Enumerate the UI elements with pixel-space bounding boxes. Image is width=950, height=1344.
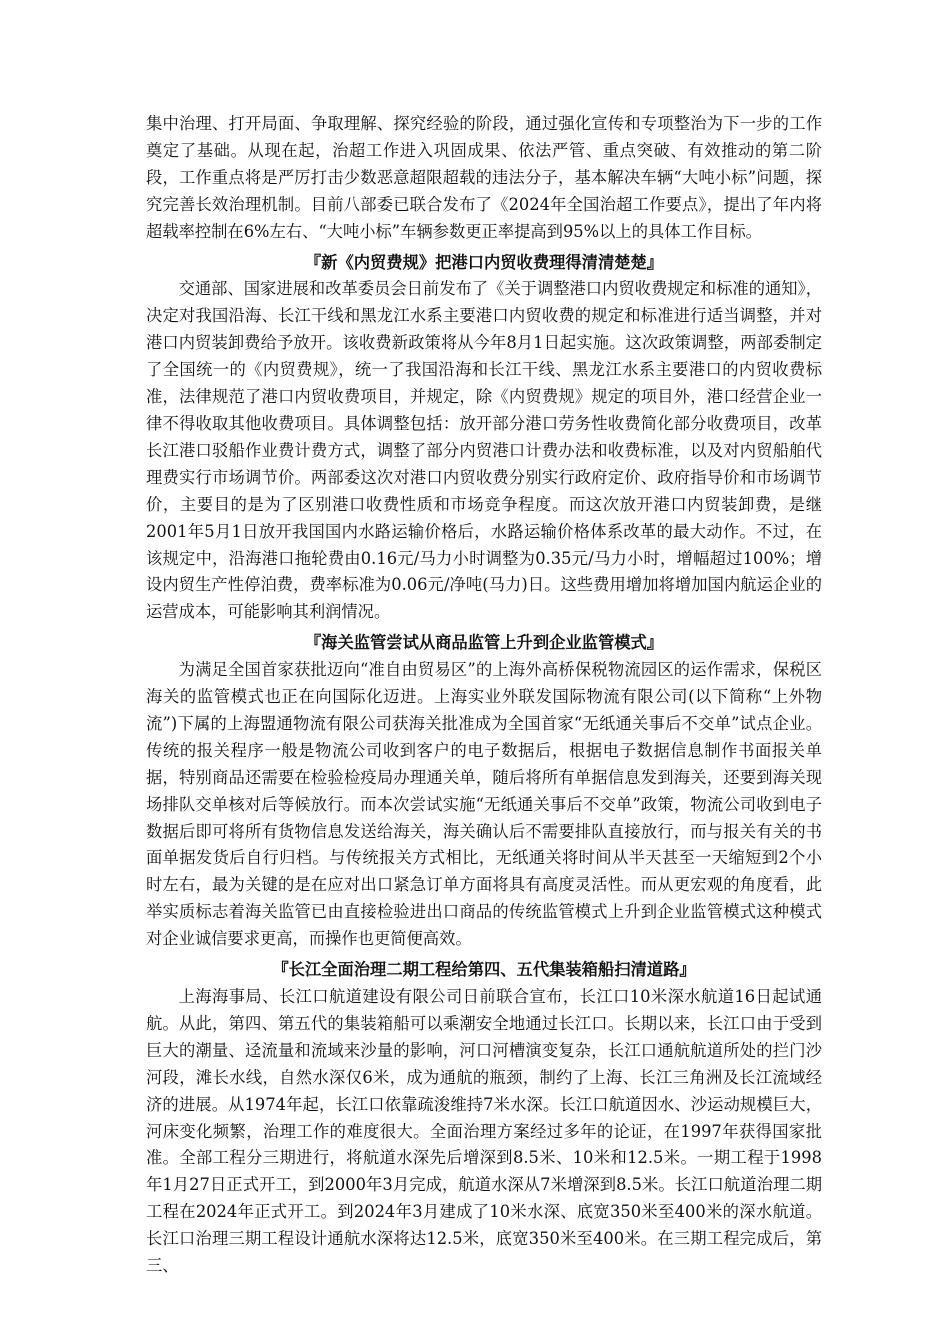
section-heading-yangtze: 『长江全面治理二期工程给第四、五代集装箱船扫清道路』 <box>272 960 696 980</box>
section-heading-port-fees: 『新《内贸费规》把港口内贸收费理得清清楚楚』 <box>304 252 664 272</box>
document-page <box>146 111 822 1280</box>
section-paragraph-yangtze: 上海海事局、长江口航道建设有限公司日前联合宣布，长江口10米深水航道16日起试通航。从此，第四、第五代的集装箱船可以乘潮安全地通过长江口。长期以来，长江口由于受到巨大的潮量、迳流量和流域来沙量的影响，河口河槽演变复杂，长江口通航航道所处的拦门沙河段，滩长水线，自然水深仅6米，成为通航的瓶颈，制约了上海、长江三角洲及长江流域经济的进展。从1974年起，长江口依靠疏浚维持7米水深。长江口航道因水、沙运动规模巨大，河床变化频繁，治理工作的难度很大。全面治理方案经过多年的论证，在1997年获得国家批准。全部工程分三期进行，将航道水深先后增深到8.5米、10米和12.5米。一期工程于1998年1月27日正式开工，到2000年3月完成，航道水深从7米增深到8.5米。长江口航道治理二期工程在2024年正式开工。到2024年3月建成了10米水深、底宽350米至400米的深水航道。长江口治理三期工程设计通航水深将达12.5米，底宽350米至400米。在三期工程完成后，第三、 <box>146 987 822 1276</box>
intro-paragraph: 集中治理、打开局面、争取理解、探究经验的阶段，通过强化宣传和专项整治为下一步的工作奠定了基础。从现在起，治超工作进入巩固成果、依法严管、重点突破、有效推动的第二阶段，工作重点将是严厉打击少数恶意超限超载的违法分子，基本解决车辆“大吨小标”问题，探究完善长效治理机制。目前八部委已联合发布了《2024年全国治超工作要点》，提出了年内将超载率控制在6%左右、“大吨小标”车辆参数更正率提高到95%以上的具体工作目标。 <box>146 114 822 241</box>
section-paragraph-port-fees: 交通部、国家进展和改革委员会日前发布了《关于调整港口内贸收费规定和标准的通知》，决定对我国沿海、长江干线和黑龙江水系主要港口内贸收费的规定和标准进行适当调整，并对港口内贸装卸费给予放开。该收费新政策将从今年8月1日起实施。这次政策调整，两部委制定了全国统一的《内贸费规》，统一了我国沿海和长江干线、黑龙江水系主要港口的内贸收费标准，法律规范了港口内贸收费项目，并规定，除《内贸费规》规定的项目外，港口经营企业一律不得收取其他收费项目。具体调整包括：放开部分港口劳务性收费简化部分收费项目，改革长江港口驳船作业费计费方式，调整了部分内贸港口计费办法和收费标准，以及对内贸船舶代理费实行市场调节价。两部委这次对港口内贸收费分别实行政府定价、政府指导价和市场调节价，主要目的是为了区别港口收费性质和市场竞争程度。而这次放开港口内贸装卸费，是继2001年5月1日放开我国国内水路运输价格后，水路运输价格体系改革的最大动作。不过，在该规定中，沿海港口拖轮费由0.16元/马力小时调整为0.35元/马力小时，增幅超过100%；增设内贸生产性停泊费，费率标准为0.06元/净吨(马力)日。这些费用增加将增加国内航运企业的运营成本，可能影响其利润情况。 <box>146 279 822 622</box>
section-heading-customs: 『海关监管尝试从商品监管上升到企业监管模式』 <box>304 633 664 653</box>
section-paragraph-customs: 为满足全国首家获批迈向“准自由贸易区”的上海外高桥保税物流园区的运作需求，保税区海关的监管模式也正在向国际化迈进。上海实业外联发国际物流有限公司(以下简称“上外物流”)下属的上海盟通物流有限公司获海关批准成为全国首家“无纸通关事后不交单”试点企业。传统的报关程序一般是物流公司收到客户的电子数据后，根据电子数据信息制作书面报关单据，特别商品还需要在检验检疫局办理通关单，随后将所有单据信息发到海关，还要到海关现场排队交单核对后等候放行。而本次尝试实施“无纸通关事后不交单”政策，物流公司收到电子数据后即可将所有货物信息发送给海关，海关确认后不需要排队直接放行，而与报关有关的书面单据发货后自行归档。与传统报关方式相比，无纸通关将时间从半天甚至一天缩短到2个小时左右，最为关键的是在应对出口紧急订单方面将具有高度灵活性。而从更宏观的角度看，此举实质标志着海关监管已由直接检验进出口商品的传统监管模式上升到企业监管模式这种模式对企业诚信要求更高，而操作也更简便高效。 <box>146 660 822 949</box>
